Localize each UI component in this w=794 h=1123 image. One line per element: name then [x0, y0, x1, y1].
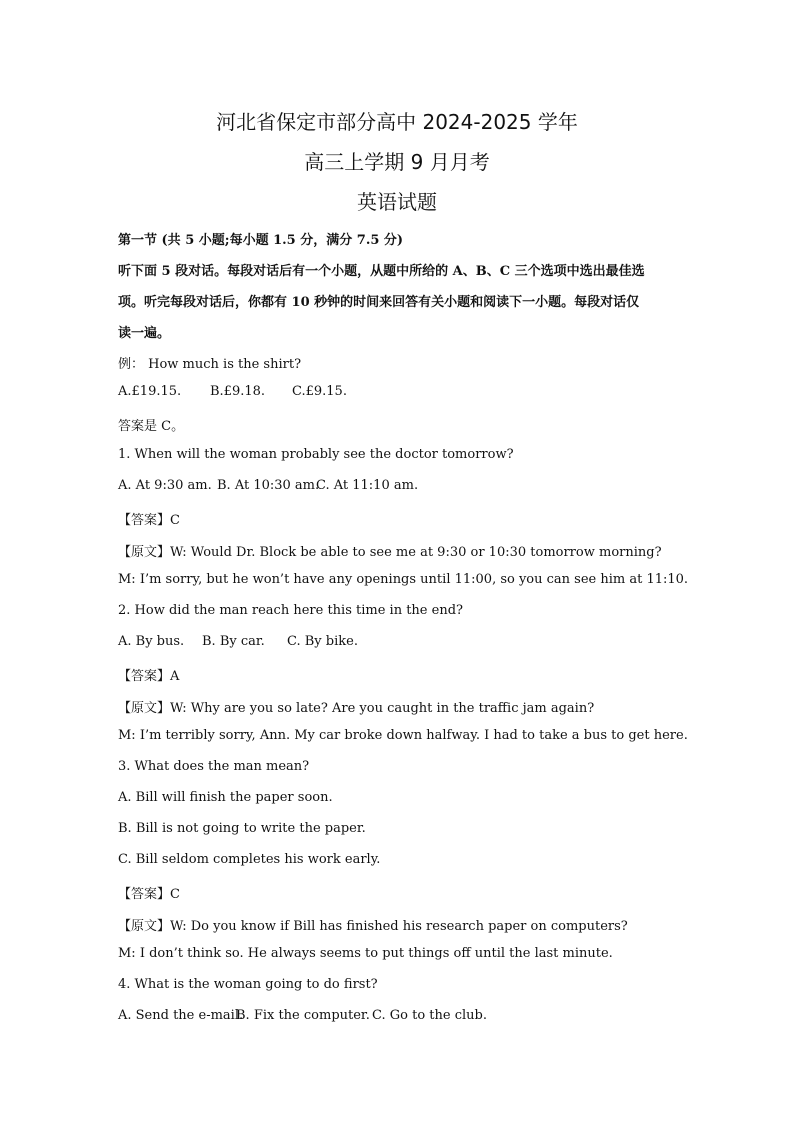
- example-option-a: A.£19.15.: [118, 384, 182, 399]
- question-options: [118, 478, 418, 493]
- option-b: B. At 10:30 am.: [217, 478, 320, 493]
- option-a: A. At 9:30 am.: [118, 478, 212, 493]
- document-title-line1: 河北省保定市部分高中 2024-2025 学年: [216, 110, 578, 134]
- option-c: C. By bike.: [287, 634, 358, 649]
- question-options: [118, 1008, 487, 1023]
- transcript-line: M: I don’t think so. He always seems to put things off until the last minute.: [118, 946, 613, 961]
- question-options: [118, 634, 358, 649]
- option-b: B. Fix the computer.: [236, 1008, 370, 1023]
- instruction-line: 项。听完每段对话后，你都有 10 秒钟的时间来回答有关小题和阅读下一小题。每段对话仅: [118, 295, 640, 310]
- option-a: A. Send the e-mail.: [118, 1008, 244, 1023]
- option-b: B. By car.: [202, 634, 265, 649]
- answer-line: 【答案】A: [118, 669, 180, 684]
- transcript-line: 【原文】W: Would Dr. Block be able to see me at 9:30 or 10:30 tomorrow morning?: [118, 545, 662, 560]
- question-stem: 3. What does the man mean?: [118, 759, 310, 774]
- option-c: C. At 11:10 am.: [316, 478, 419, 493]
- transcript-line: 【原文】W: Do you know if Bill has finished his research paper on computers?: [118, 919, 628, 934]
- question-stem: 1. When will the woman probably see the doctor tomorrow?: [118, 447, 514, 462]
- example-answer: 答案是 C。: [118, 419, 185, 434]
- option-a: A. Bill will finish the paper soon.: [118, 790, 333, 805]
- transcript-line: M: I’m sorry, but he won’t have any openings until 11:00, so you can see him at 11:10.: [118, 572, 689, 587]
- instruction-line: 读一遍。: [118, 326, 171, 341]
- question-stem: 4. What is the woman going to do first?: [118, 977, 378, 992]
- option-c: C. Go to the club.: [372, 1008, 487, 1023]
- transcript-line: M: I’m terribly sorry, Ann. My car broke down halfway. I had to take a bus to get here.: [118, 728, 688, 743]
- answer-line: 【答案】C: [118, 887, 180, 902]
- option-a: A. By bus.: [118, 634, 185, 649]
- example-option-b: B.£9.18.: [210, 384, 266, 399]
- example-question: 例： How much is the shirt?: [118, 357, 302, 372]
- document-title-line3: 英语试题: [357, 190, 437, 214]
- document-title-line2: 高三上学期 9 月月考: [304, 150, 490, 174]
- section-heading: 第一节 (共 5 小题;每小题 1.5 分，满分 7.5 分): [118, 233, 404, 248]
- example-options: [118, 384, 347, 399]
- instruction-line: 听下面 5 段对话。每段对话后有一个小题，从题中所给的 A、B、C 三个选项中选出最佳选: [118, 264, 645, 279]
- answer-line: 【答案】C: [118, 513, 180, 528]
- example-option-c: C.£9.15.: [292, 384, 347, 399]
- question-stem: 2. How did the man reach here this time in the end?: [118, 603, 463, 618]
- transcript-line: 【原文】W: Why are you so late? Are you caught in the traffic jam again?: [118, 701, 595, 716]
- option-c: C. Bill seldom completes his work early.: [118, 852, 381, 867]
- option-b: B. Bill is not going to write the paper.: [118, 821, 366, 836]
